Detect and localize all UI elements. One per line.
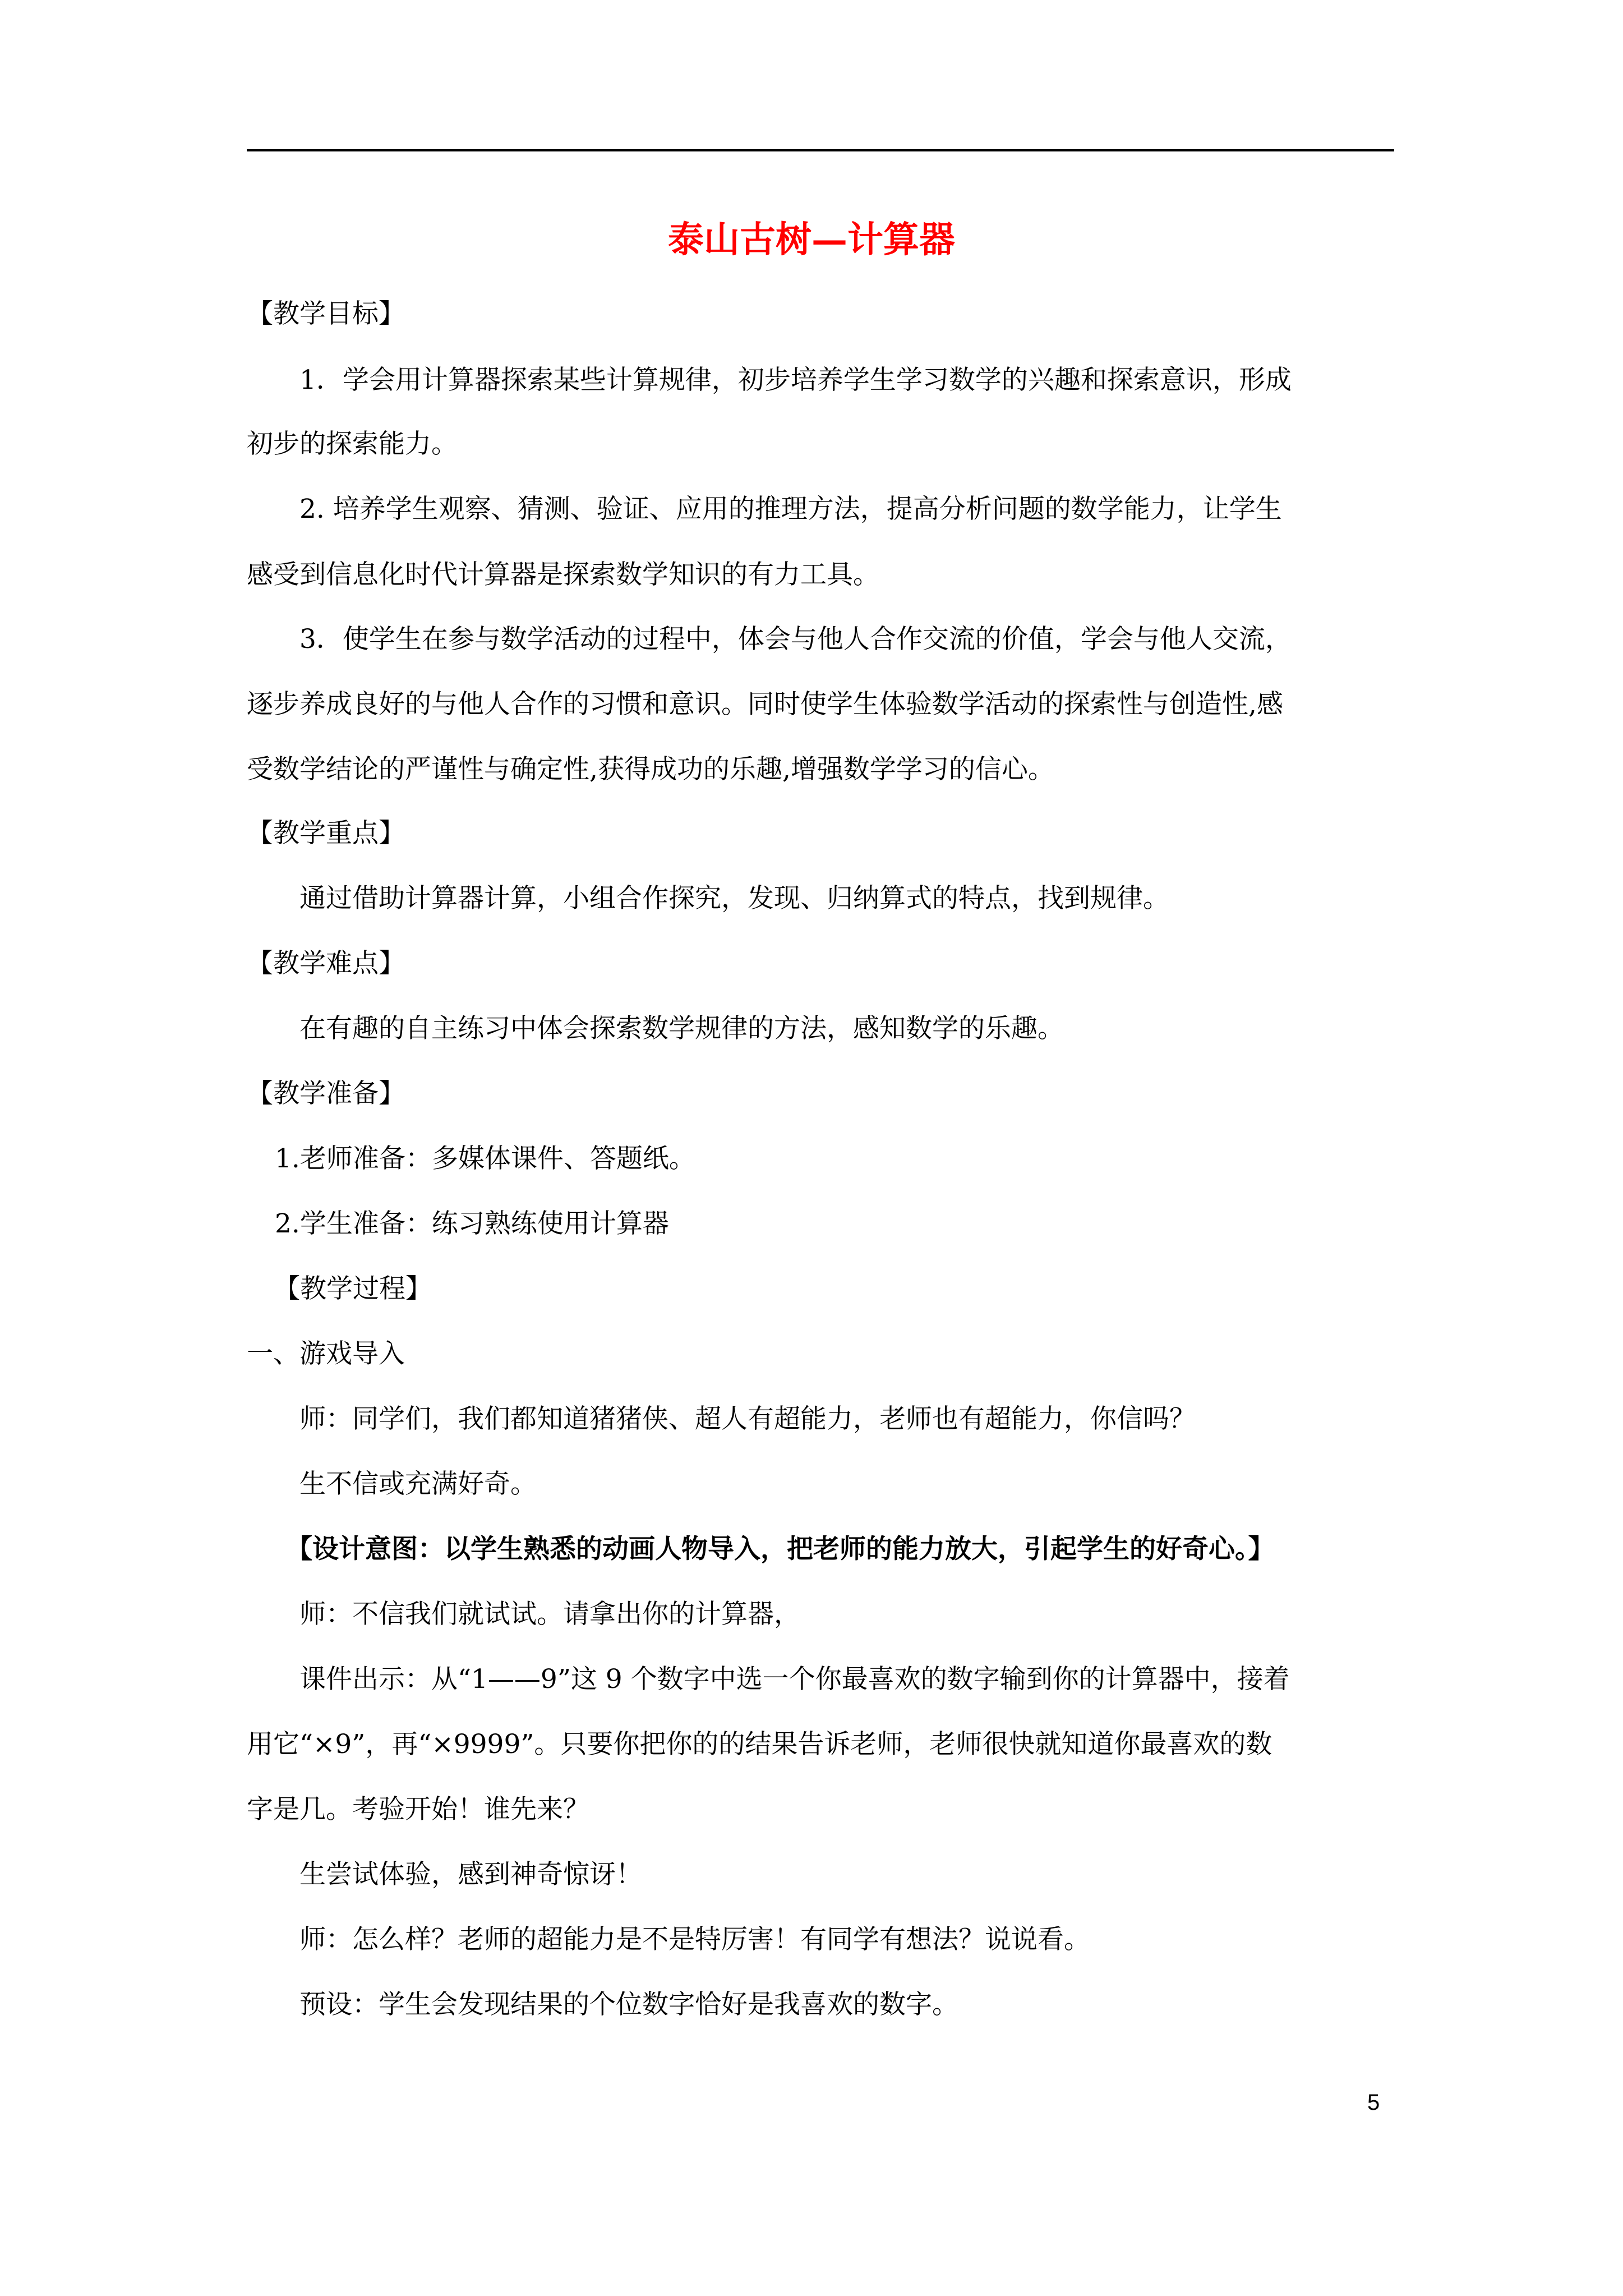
goal-2-line-2: 感受到信息化时代计算器是探索数学知识的有力工具。 bbox=[247, 559, 879, 590]
paragraph-student-reaction: 生不信或充满好奇。 bbox=[299, 1469, 537, 1499]
page-title: 泰山古树—计算器 bbox=[668, 219, 955, 261]
courseware-line-1: 课件出示：从“1——9”这 9 个数字中选一个你最喜欢的数字输到你的计算器中，接着 bbox=[299, 1664, 1290, 1695]
paragraph-teacher-ask: 师：怎么样？老师的超能力是不是特厉害！有同学有想法？说说看。 bbox=[299, 1924, 1090, 1955]
difficulty-text: 在有趣的自主练习中体会探索数学规律的方法，感知数学的乐趣。 bbox=[299, 1013, 1064, 1044]
difficulty-heading: 【教学难点】 bbox=[247, 948, 405, 979]
goal-1-line-2: 初步的探索能力。 bbox=[247, 429, 458, 459]
part-1-heading: 一、游戏导入 bbox=[247, 1338, 405, 1369]
courseware-line-2: 用它“×9”，再“×9999”。只要你把你的的结果告诉老师，老师很快就知道你最喜欢的数 bbox=[247, 1729, 1272, 1760]
paragraph-teacher-intro: 师：同学们，我们都知道猪猪侠、超人有超能力，老师也有超能力，你信吗？ bbox=[299, 1404, 1196, 1434]
key-points-text: 通过借助计算器计算，小组合作探究，发现、归纳算式的特点，找到规律。 bbox=[299, 883, 1169, 914]
goal-2-line-1: 2. 培养学生观察、猜测、验证、应用的推理方法，提高分析问题的数学能力，让学生 bbox=[299, 494, 1282, 524]
courseware-line-3: 字是几。考验开始！谁先来？ bbox=[247, 1794, 589, 1825]
paragraph-preset: 预设：学生会发现结果的个位数字恰好是我喜欢的数字。 bbox=[299, 1989, 958, 2020]
goals-heading: 【教学目标】 bbox=[247, 298, 405, 329]
key-points-heading: 【教学重点】 bbox=[247, 818, 405, 849]
preparation-heading: 【教学准备】 bbox=[247, 1078, 405, 1109]
goal-1-line-1: 1．学会用计算器探索某些计算规律，初步培养学生学习数学的兴趣和探索意识，形成 bbox=[299, 365, 1292, 395]
paragraph-teacher-try: 师：不信我们就试试。请拿出你的计算器， bbox=[299, 1599, 800, 1630]
paragraph-student-try: 生尝试体验，感到神奇惊讶！ bbox=[299, 1859, 642, 1890]
goal-3-line-2: 逐步养成良好的与他人合作的习惯和意识。同时使学生体验数学活动的探索性与创造性,感 bbox=[247, 689, 1283, 720]
header-rule bbox=[247, 149, 1394, 151]
goal-3-line-1: 3．使学生在参与数学活动的过程中，体会与他人合作交流的价值，学会与他人交流， bbox=[299, 624, 1292, 655]
preparation-teacher: 1.老师准备：多媒体课件、答题纸。 bbox=[275, 1143, 695, 1174]
process-heading: 【教学过程】 bbox=[274, 1273, 432, 1304]
preparation-student: 2.学生准备：练习熟练使用计算器 bbox=[275, 1208, 669, 1239]
goal-3-line-3: 受数学结论的严谨性与确定性,获得成功的乐趣,增强数学学习的信心。 bbox=[247, 754, 1054, 785]
page-number: 5 bbox=[1367, 2090, 1380, 2115]
design-intent-note: 【设计意图：以学生熟悉的动画人物导入，把老师的能力放大，引起学生的好奇心。】 bbox=[286, 1534, 1275, 1565]
